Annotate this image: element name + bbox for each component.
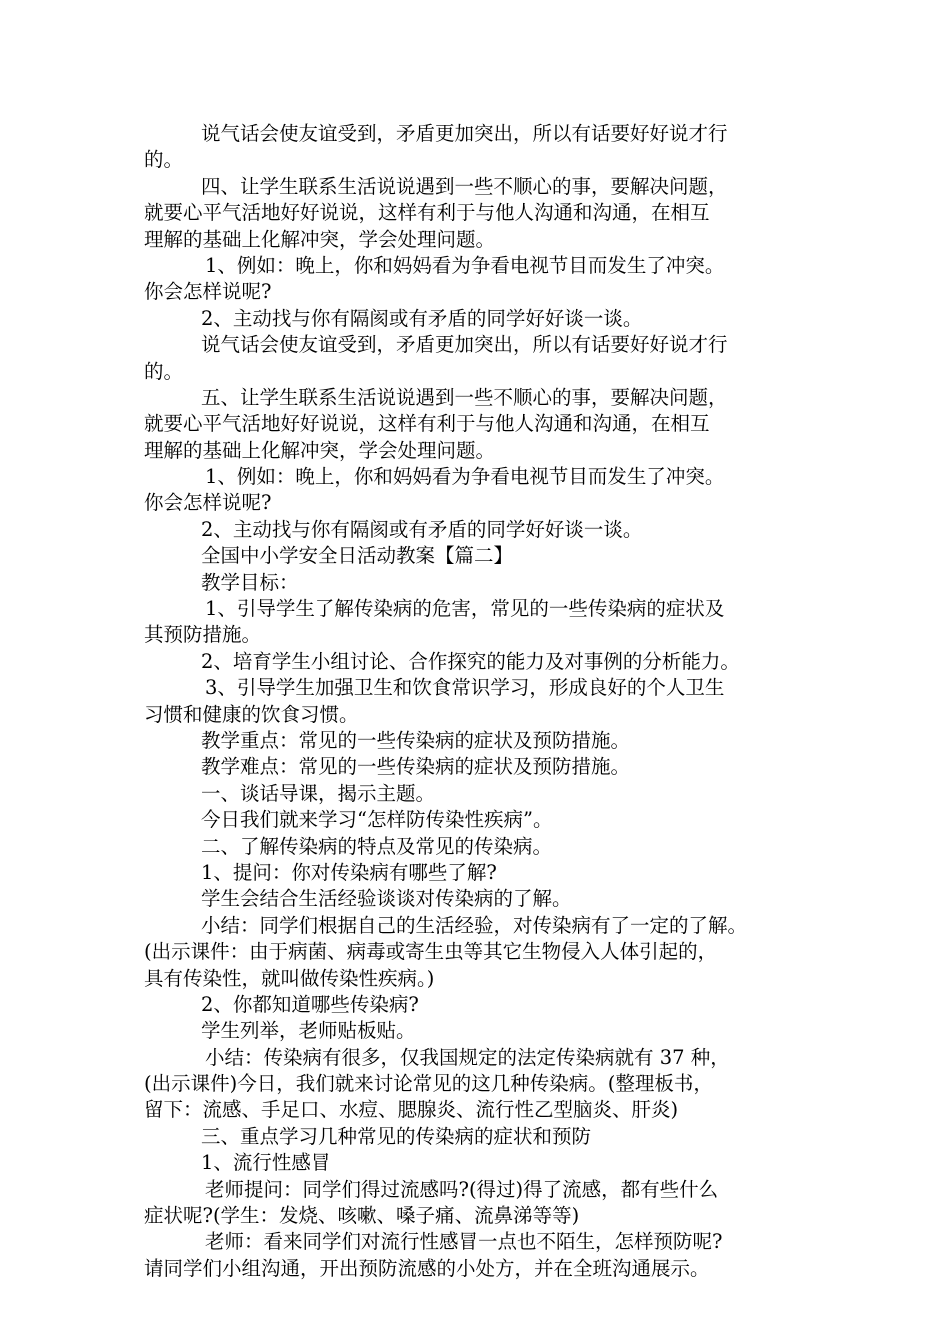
text-line: 2、培育学生小组讨论、合作探究的能力及对事例的分析能力。 [201, 649, 740, 673]
text-line: 教学重点：常见的一些传染病的症状及预防措施。 [201, 728, 631, 752]
text-line: 留下：流感、手足口、水痘、腮腺炎、流行性乙型脑炎、肝炎) [144, 1098, 679, 1122]
text-line: 1、例如：晚上，你和妈妈看为争看电视节目而发生了冲突。 [205, 465, 725, 489]
text-line: 的。 [144, 148, 184, 172]
body-text [144, 121, 824, 1282]
text-line: 2、主动找与你有隔阂或有矛盾的同学好好谈一谈。 [201, 306, 643, 330]
text-line: 2、主动找与你有隔阂或有矛盾的同学好好谈一谈。 [201, 517, 643, 541]
text-line: 小结：传染病有很多，仅我国规定的法定传染病就有 37 种， [205, 1045, 730, 1069]
text-line: 3、引导学生加强卫生和饮食常识学习，形成良好的个人卫生 [205, 676, 725, 700]
text-line: 你会怎样说呢? [144, 491, 272, 515]
text-line: 老师提问：同学们得过流感吗?(得过)得了流感，都有些什么 [205, 1177, 719, 1201]
text-line: 请同学们小组沟通，开出预防流感的小处方，并在全班沟通展示。 [144, 1256, 710, 1280]
text-line: 学生列举，老师贴板贴。 [201, 1019, 416, 1043]
text-line: 你会怎样说呢? [144, 280, 272, 304]
text-line: (出示课件：由于病菌、病毒或寄生虫等其它生物侵入人体引起的， [144, 940, 718, 964]
text-line: 症状呢?(学生：发烧、咳嗽、嗓子痛、流鼻涕等等) [144, 1204, 580, 1228]
text-line: 1、提问：你对传染病有哪些了解? [201, 860, 497, 884]
text-line: 2、你都知道哪些传染病? [201, 992, 419, 1016]
text-line: 1、流行性感冒 [201, 1151, 331, 1175]
text-line: 三、重点学习几种常见的传染病的症状和预防 [201, 1124, 592, 1148]
text-line: 二、了解传染病的特点及常见的传染病。 [201, 834, 553, 858]
text-line: 1、例如：晚上，你和妈妈看为争看电视节目而发生了冲突。 [205, 253, 725, 277]
text-line: 具有传染性，就叫做传染性疾病。) [144, 966, 435, 990]
text-line: 说气话会使友谊受到，矛盾更加突出，所以有话要好好说才行 [201, 333, 728, 357]
text-line: 五、让学生联系生活说说遇到一些不顺心的事，要解决问题， [201, 385, 728, 409]
text-line: 理解的基础上化解冲突，学会处理问题。 [144, 438, 496, 462]
text-line: 习惯和健康的饮食习惯。 [144, 702, 359, 726]
text-line: (出示课件)今日，我们就来讨论常见的这几种传染病。(整理板书， [144, 1072, 713, 1096]
text-line: 今日我们就来学习“怎样防传染性疾病”。 [201, 808, 553, 832]
text-line: 理解的基础上化解冲突，学会处理问题。 [144, 227, 496, 251]
text-line: 四、让学生联系生活说说遇到一些不顺心的事，要解决问题， [201, 174, 728, 198]
text-line: 教学难点：常见的一些传染病的症状及预防措施。 [201, 755, 631, 779]
text-line: 其预防措施。 [144, 623, 262, 647]
text-line: 一、谈话导课，揭示主题。 [201, 781, 436, 805]
text-line: 说气话会使友谊受到，矛盾更加突出，所以有话要好好说才行 [201, 122, 728, 145]
text-line: 教学目标： [201, 570, 299, 594]
text-line: 老师：看来同学们对流行性感冒一点也不陌生，怎样预防呢? [205, 1230, 723, 1254]
section-heading: 全国中小学安全日活动教案【篇二】 [201, 544, 514, 568]
text-line: 小结：同学们根据自己的生活经验，对传染病有了一定的了解。 [201, 913, 748, 937]
text-line: 就要心平气活地好好说说，这样有利于与他人沟通和沟通，在相互 [144, 201, 710, 225]
text-line: 学生会结合生活经验谈谈对传染病的了解。 [201, 887, 572, 911]
text-line: 就要心平气活地好好说说，这样有利于与他人沟通和沟通，在相互 [144, 412, 710, 436]
text-line: 1、引导学生了解传染病的危害，常见的一些传染病的症状及 [205, 597, 725, 621]
text-line: 的。 [144, 359, 184, 383]
